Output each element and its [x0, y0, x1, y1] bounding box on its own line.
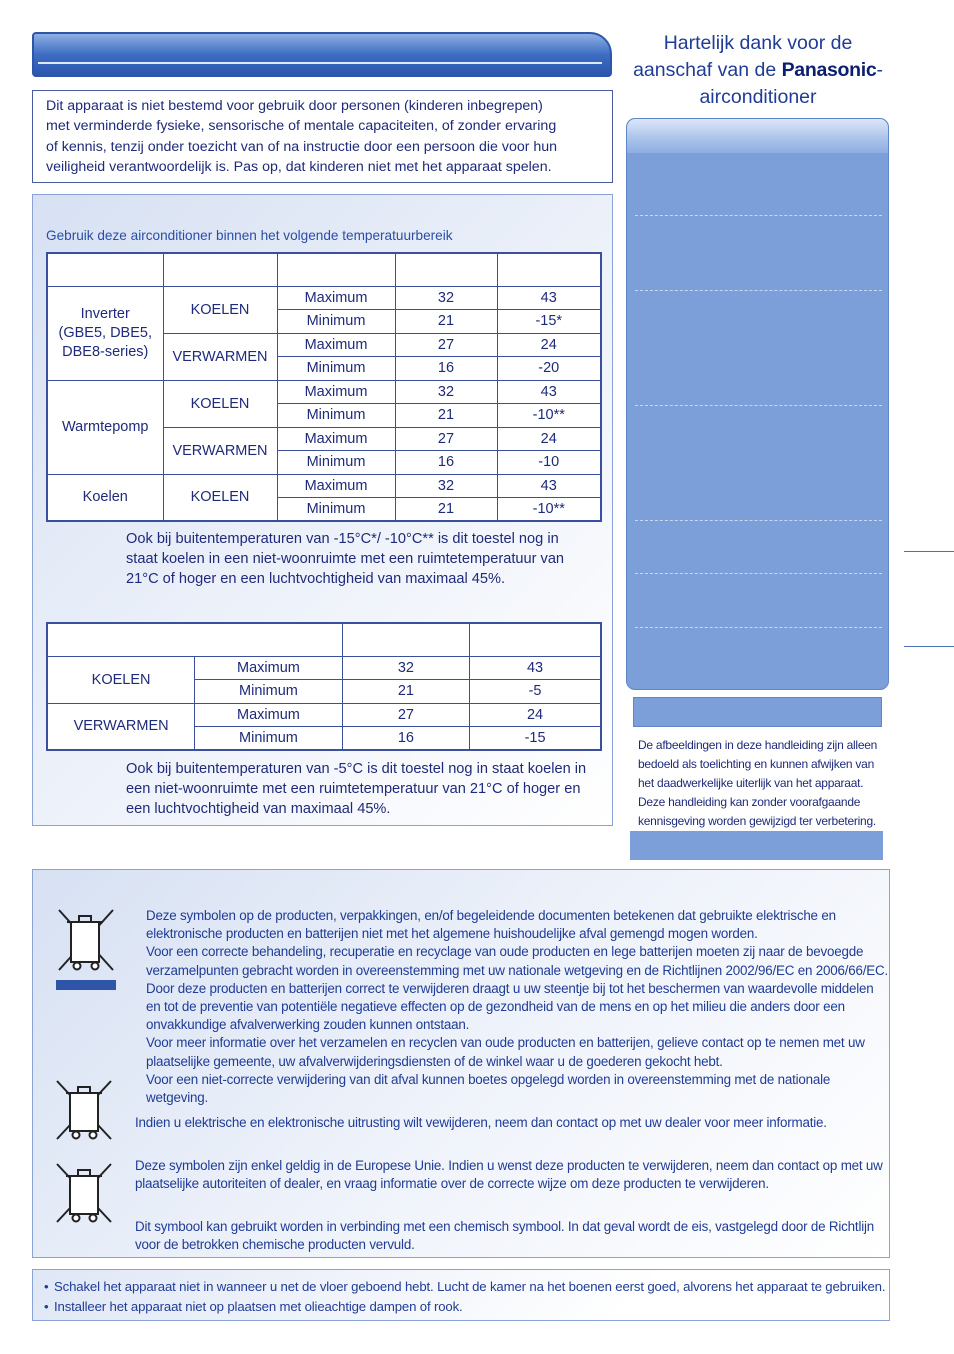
note-line: Ook bij buitentemperaturen van -5°C is dit toestel nog in staat koelen in	[126, 761, 587, 777]
outdoor-cell: -10**	[497, 404, 601, 428]
disclaimer-line: De afbeeldingen in deze handleiding zijn alleen	[638, 738, 878, 752]
note-line: een luchtvochtigheid van maximaal 45%.	[126, 801, 391, 817]
table-row	[47, 656, 601, 680]
panel-divider	[635, 290, 882, 291]
limit-cell: Minimum	[277, 310, 395, 334]
panel-divider	[635, 573, 882, 574]
outdoor-cell: -5	[470, 680, 601, 704]
indoor-cell: 21	[395, 498, 497, 522]
range-intro: Gebruik deze airconditioner binnen het volgende temperatuurbereik	[46, 228, 453, 243]
crossed-bin-icon	[53, 1077, 115, 1143]
note-line: 21°C of hoger en een luchtvochtigheid van maximaal 45%.	[126, 571, 506, 587]
operating-range-section	[32, 194, 613, 826]
disposal-chemical-text	[135, 1218, 874, 1254]
thanks-line	[626, 57, 890, 84]
cautions-list	[44, 1277, 885, 1316]
disposal-line: elektronische producten en batterijen niet met het algemene huishoudelijke afval gemengd mogen worden.	[146, 926, 758, 942]
thanks-line: Hartelijk dank voor de	[663, 32, 853, 54]
contents-panel	[626, 118, 889, 690]
mode-cell: KOELEN	[163, 474, 277, 521]
outdoor-cell: -20	[497, 357, 601, 381]
disposal-outside-eu-text	[135, 1157, 883, 1193]
mode-cell: KOELEN	[47, 656, 195, 703]
indoor-cell: 32	[395, 286, 497, 310]
indoor-cell: 32	[395, 380, 497, 404]
cautions-box	[32, 1269, 890, 1321]
indoor-cell: 27	[395, 427, 497, 451]
safety-warning-box	[32, 90, 613, 183]
warning-line: Dit apparaat is niet bestemd voor gebruik door personen (kinderen inbegrepen)	[46, 98, 543, 114]
disposal-line: plaatselijke autoriteiten of dealer, en vraag informatie over de correcte wijze om deze producten te verwijderen.	[135, 1176, 769, 1192]
caution-text: Installeer het apparaat niet op plaatsen met olieachtige dampen of rook.	[54, 1298, 463, 1314]
list-item	[44, 1297, 885, 1317]
disposal-main-text	[146, 907, 889, 1107]
range-note-1	[126, 529, 564, 589]
warning-line: of kennis, tenzij onder toezicht van of na instructie door een persoon die voor hun	[46, 138, 558, 155]
indoor-cell: 16	[395, 357, 497, 381]
outdoor-cell: 24	[497, 333, 601, 357]
mode-cell: VERWARMEN	[47, 703, 195, 750]
limit-cell: Minimum	[277, 357, 395, 381]
disposal-line: Voor een correcte behandeling, recuperatie en recyclage van oude producten en lege batterijen moeten zij naar de bevoegde	[146, 944, 864, 960]
unit-label: (GBE5, DBE5,	[58, 324, 152, 341]
header-underline	[38, 62, 602, 64]
table-row	[47, 703, 601, 727]
crossed-bin-icon	[53, 1160, 115, 1226]
page-tab-marker	[904, 551, 954, 552]
disposal-section	[32, 869, 890, 1258]
limit-cell: Maximum	[277, 474, 395, 498]
disposal-line: en tot de preventie van potentiële negatieve effecten op de gezondheid van de mens en op het milieu die anders door een	[146, 999, 845, 1015]
indoor-cell: 27	[342, 703, 469, 727]
unit-label: Inverter	[80, 305, 130, 322]
limit-cell: Maximum	[195, 703, 343, 727]
range-note-2	[126, 759, 586, 819]
limit-cell: Maximum	[277, 427, 395, 451]
disposal-line: voor de betrokken chemische producten vervuld.	[135, 1237, 415, 1253]
unit-cell	[47, 286, 163, 380]
disposal-line: verzamelpunten gebracht worden in overeenstemming met uw nationale wetgeving en de Richtlijnen 2002/96/EC en 2006/66/EC.	[146, 962, 888, 978]
panel-divider	[635, 405, 882, 406]
limit-cell: Maximum	[277, 380, 395, 404]
limit-cell: Minimum	[195, 727, 343, 751]
unit-label: DBE8-series)	[62, 343, 149, 360]
indoor-cell: 32	[342, 656, 469, 680]
limit-cell: Maximum	[195, 656, 343, 680]
outdoor-cell: 43	[497, 286, 601, 310]
indoor-cell: 27	[395, 333, 497, 357]
disposal-business-text: Indien u elektrische en elektronische uitrusting wilt vewijderen, neem dan contact op met uw dealer voor meer informatie.	[135, 1115, 827, 1130]
table-row	[47, 286, 601, 310]
unit-cell: Warmtepomp	[47, 380, 163, 474]
disclaimer-box	[630, 727, 883, 860]
outdoor-cell: -10	[497, 451, 601, 475]
outdoor-cell: -10**	[497, 498, 601, 522]
indoor-cell: 16	[395, 451, 497, 475]
caution-text: Schakel het apparaat niet in wanneer u net de vloer geboend hebt. Lucht de kamer na het boenen eerst goed, alvorens het apparaat te gebruiken.	[54, 1279, 886, 1294]
panasonic-logo: Panasonic	[781, 59, 877, 81]
thanks-line: airconditioner	[699, 86, 817, 108]
crossed-bin-with-bar-icon	[53, 906, 119, 992]
indoor-cell: 21	[342, 680, 469, 704]
outdoor-cell: 24	[497, 427, 601, 451]
limit-cell: Minimum	[277, 451, 395, 475]
page-tab-marker	[904, 646, 954, 647]
panel-label-bar	[633, 697, 882, 727]
range-table-2	[46, 622, 602, 751]
thanks-text: aanschaf van de	[633, 59, 782, 81]
mode-cell: VERWARMEN	[163, 333, 277, 380]
indoor-cell: 21	[395, 404, 497, 428]
limit-cell: Maximum	[277, 333, 395, 357]
disposal-line: Deze symbolen zijn enkel geldig in de Europese Unie. Indien u wenst deze producten te verwijderen, neem dan contact op met uw	[135, 1158, 883, 1173]
panel-divider	[635, 627, 882, 628]
table-row	[47, 474, 601, 498]
disposal-line: onvakkundige afvalverwerking zouden kunnen ontstaan.	[146, 1017, 470, 1033]
indoor-cell: 16	[342, 727, 469, 751]
bullet-icon: •	[44, 1279, 49, 1294]
table-header-row	[47, 253, 601, 286]
outdoor-cell: 43	[497, 474, 601, 498]
unit-cell: Koelen	[47, 474, 163, 521]
table-header-row	[47, 623, 601, 656]
panel-divider	[635, 215, 882, 216]
mode-cell: VERWARMEN	[163, 427, 277, 474]
thanks-text: -	[876, 59, 883, 81]
outdoor-cell: -15	[470, 727, 601, 751]
panel-header-band	[627, 119, 888, 153]
note-line: staat koelen in een niet-woonruimte met een ruimtetemperatuur van	[126, 551, 565, 567]
range-table-1	[46, 252, 602, 522]
disclaimer-line: het daadwerkelijke uiterlijk van het apparaat.	[638, 776, 864, 790]
outdoor-cell: 43	[497, 380, 601, 404]
note-line: een niet-woonruimte met een ruimtetemperatuur van 21°C of hoger en	[126, 781, 581, 797]
note-line: Ook bij buitentemperaturen van -15°C*/ -10°C** is dit toestel nog in	[126, 531, 559, 547]
section-header-bar	[32, 32, 612, 77]
limit-cell: Maximum	[277, 286, 395, 310]
disposal-line: Voor een niet-correcte verwijdering van dit afval kunnen boetes opgelegd worden in overeenstemming met de nationale wetgeving.	[146, 1071, 831, 1106]
disclaimer-line: bedoeld als toelichting en kunnen afwijken van	[638, 757, 875, 771]
outdoor-cell: 43	[470, 656, 601, 680]
mode-cell: KOELEN	[163, 286, 277, 333]
mode-cell: KOELEN	[163, 380, 277, 427]
disclaimer-text	[630, 727, 883, 831]
limit-cell: Minimum	[277, 498, 395, 522]
indoor-cell: 32	[395, 474, 497, 498]
disclaimer-line: kennisgeving worden gewijzigd ter verbetering.	[638, 814, 876, 828]
panel-divider	[635, 520, 882, 521]
warning-line: veiligheid verantwoordelijk is. Pas op, dat kinderen niet met het apparaat spelen.	[46, 158, 552, 175]
outdoor-cell: 24	[470, 703, 601, 727]
warning-line: met verminderde fysieke, sensorische of mentale capaciteiten, of zonder ervaring	[46, 118, 557, 135]
disposal-line: plaatselijke gemeente, uw afvalverwijderingsdiensten of de winkel waar u de goederen gekocht hebt.	[146, 1053, 723, 1069]
limit-cell: Minimum	[277, 404, 395, 428]
disposal-line: Dit symbool kan gebruikt worden in verbinding met een chemisch symbool. In dat geval wordt de eis, vastgelegd door de Richtlijn	[135, 1219, 875, 1234]
table-row	[47, 380, 601, 404]
bullet-icon: •	[44, 1298, 49, 1314]
disposal-line: Door deze producten en batterijen correct te verwijderen draagt u uw steentje bij tot het beschermen van waardevolle middelen	[146, 980, 874, 996]
list-item	[44, 1277, 885, 1297]
limit-cell: Minimum	[195, 680, 343, 704]
disclaimer-line: Deze handleiding kan zonder voorafgaande	[638, 795, 861, 809]
indoor-cell: 21	[395, 310, 497, 334]
disposal-line: Deze symbolen op de producten, verpakkingen, en/of begeleidende documenten betekenen dat gebruikte elektrische en	[146, 908, 836, 923]
thank-you-heading	[626, 30, 890, 111]
disposal-line: Voor meer informatie over het verzamelen en recyclen van oude producten en batterijen, gelieve contact op te nemen met uw	[146, 1035, 865, 1051]
outdoor-cell: -15*	[497, 310, 601, 334]
